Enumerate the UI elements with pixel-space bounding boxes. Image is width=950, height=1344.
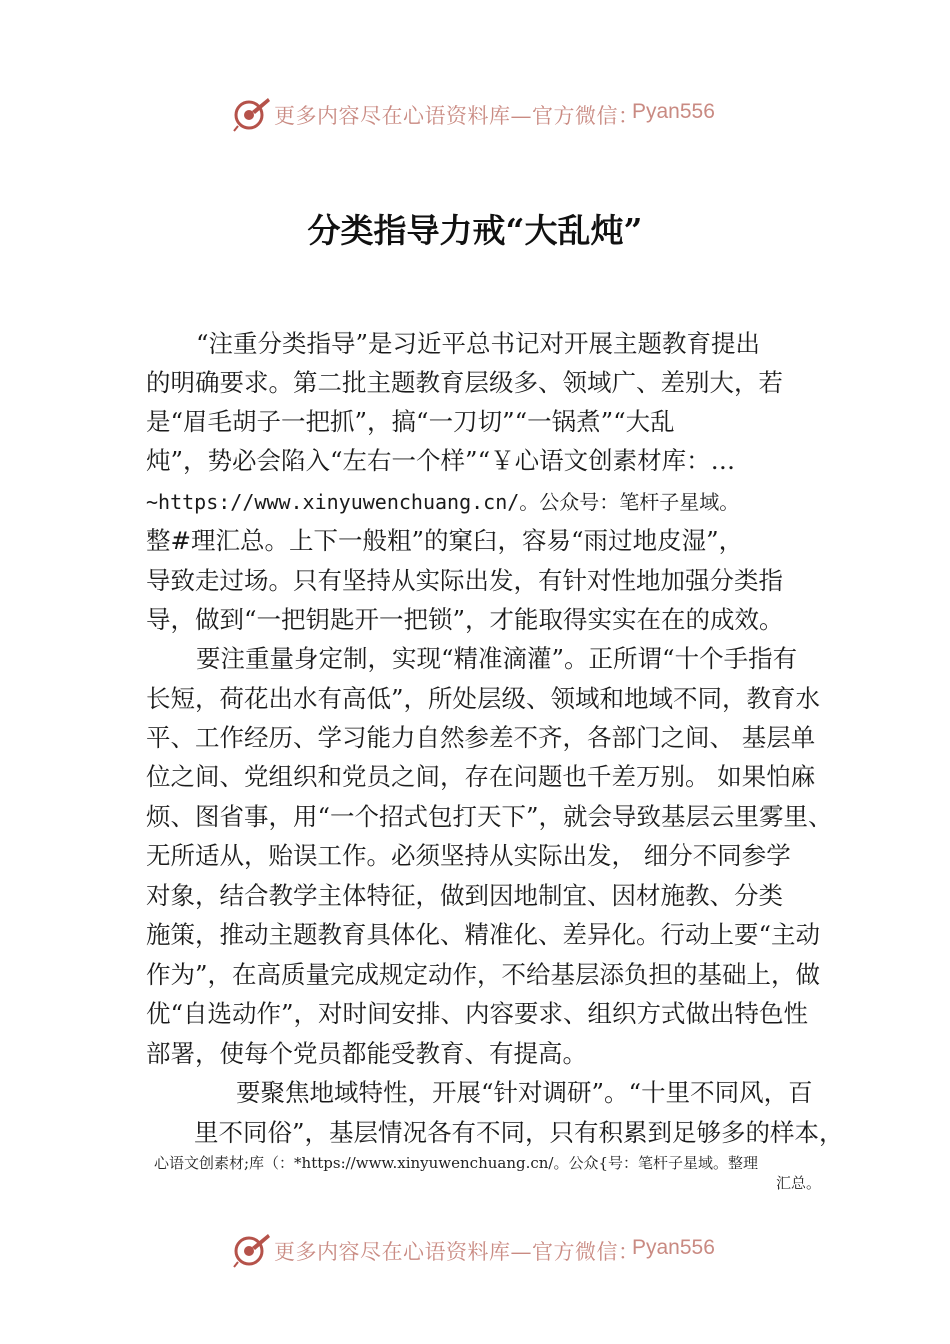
body-line: 长短，荷花出水有高低”，所处层级、领域和地域不同，教育水 bbox=[146, 684, 821, 713]
body-line: 位之间、党组织和党员之间，存在问题也千差万别。 如果怕麻 bbox=[146, 762, 816, 791]
body-line: 炖”，势必会陷入“左右一个样”“￥心语文创素材库：… bbox=[146, 446, 736, 475]
body-line: 平、工作经历、学习能力自然参差不齐，各部门之间、 基层单 bbox=[146, 723, 816, 752]
body-line: 要聚焦地域特性，开展“针对调研”。“十里不同风，百 bbox=[236, 1078, 813, 1107]
body-line: 对象，结合教学主体特征，做到因地制宜、因材施教、分类 bbox=[146, 881, 783, 910]
body-line: 导，做到“一把钥匙开一把锁”，才能取得实实在在的成效。 bbox=[146, 605, 784, 634]
footnote-line: 心语文创素材;库（：*https://www.xinyuwenchuang.cn/。公众{号：笔杆子星域。整理 bbox=[154, 1154, 759, 1172]
body-line: 部署，使每个党员都能受教育、有提高。 bbox=[146, 1039, 587, 1068]
footnote-line: 汇总。 bbox=[776, 1174, 822, 1192]
body-line: 是“眉毛胡子一把抓”，搞“一刀切”“一锅煮”“大乱 bbox=[146, 407, 675, 436]
body-line: “注重分类指导”是习近平总书记对开展主题教育提出 bbox=[196, 329, 761, 358]
body-line: 里不同俗”，基层情况各有不同，只有积累到足够多的样本， bbox=[194, 1118, 844, 1147]
body-line: 无所适从，贻误工作。必须坚持从实际出发， 细分不同参学 bbox=[146, 841, 791, 870]
body-line: 烦、图省事，用“一个招式包打天下”，就会导致基层云里雾里、 bbox=[146, 802, 833, 831]
banner-wechat-id: Pyan556 bbox=[632, 100, 715, 123]
body-line: 施策，推动主题教育具体化、精准化、差异化。行动上要“主动 bbox=[146, 920, 821, 949]
body-line: 要注重量身定制，实现“精准滴灌”。正所谓“十个手指有 bbox=[196, 644, 798, 673]
article-title: 分类指导力戒“大乱炖” bbox=[307, 211, 643, 250]
header-banner bbox=[0, 92, 950, 136]
pen-logo-icon bbox=[232, 1232, 272, 1268]
footer-banner bbox=[0, 1228, 950, 1272]
body-line: 作为”，在高质量完成规定动作，不给基层添负担的基础上，做 bbox=[146, 960, 821, 989]
pen-logo-icon bbox=[232, 96, 272, 132]
body-line: 优“自选动作”，对时间安排、内容要求、组织方式做出特色性 bbox=[146, 999, 809, 1028]
body-line: 导致走过场。只有坚持从实际出发，有针对性地加强分类指 bbox=[146, 566, 783, 595]
body-line: ~https://www.xinyuwenchuang.cn/。公众号：笔杆子星域。 bbox=[146, 490, 740, 514]
banner-text: 更多内容尽在心语资料库—官方微信： bbox=[274, 1240, 640, 1264]
banner-text: 更多内容尽在心语资料库—官方微信： bbox=[274, 104, 640, 128]
body-line: 的明确要求。第二批主题教育层级多、领域广、差别大，若 bbox=[146, 368, 783, 397]
body-line: 整#理汇总。上下一般粗”的窠臼，容易“雨过地皮湿”， bbox=[146, 526, 744, 555]
banner-wechat-id: Pyan556 bbox=[632, 1236, 715, 1259]
